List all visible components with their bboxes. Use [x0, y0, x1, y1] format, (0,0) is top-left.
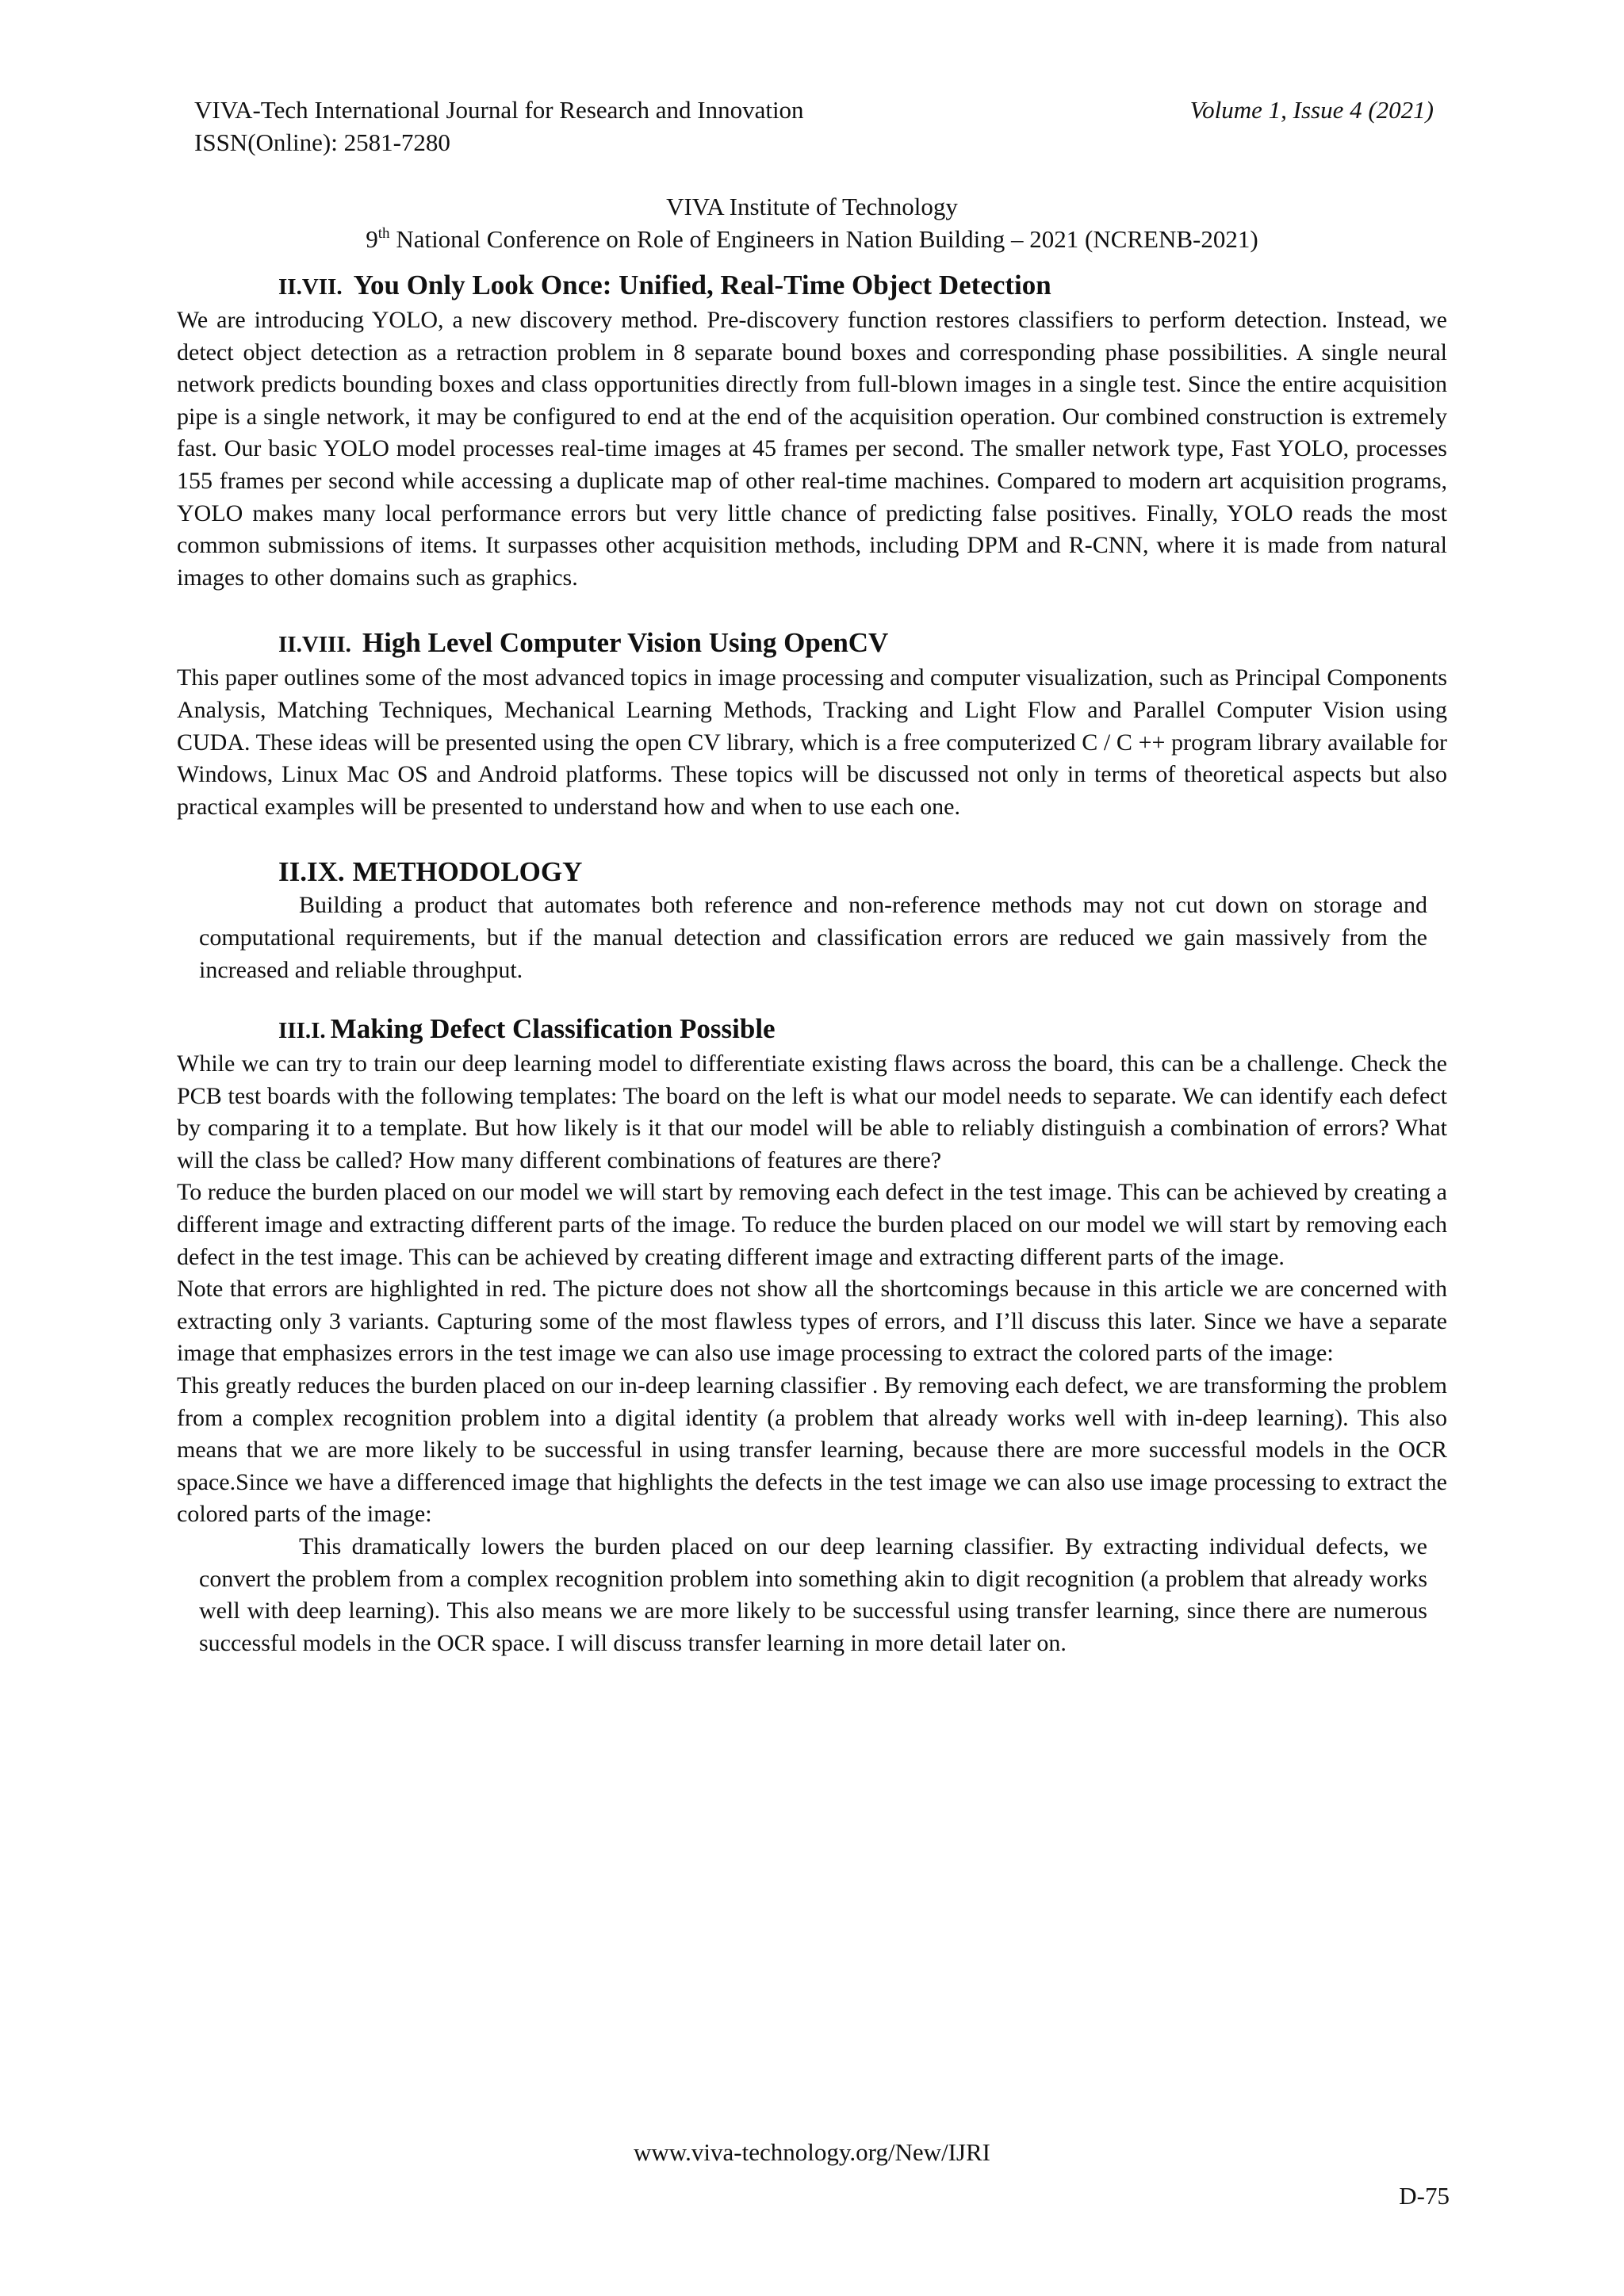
- section-title: High Level Computer Vision Using OpenCV: [362, 627, 889, 659]
- paragraph: While we can try to train our deep learning model to differentiate existing flaws across the board, this can be a challenge. Check the PCB test boards with the following templates: The board on the left is what our model needs to separate. We can identify each defect by comparing it to a template. But how likely is it that our model will be able to reliably distinguish a combination of errors? What will the class be called? How many different combinations of features are there?: [177, 1050, 1447, 1173]
- section-title: You Only Look Once: Unified, Real-Time Object Detection: [353, 270, 1051, 300]
- section-title: METHODOLOGY: [352, 856, 583, 888]
- section-title: Making Defect Classification Possible: [330, 1013, 776, 1045]
- paragraph: Note that errors are highlighted in red. The picture does not show all the shortcomings because in this article we are concerned with extracting only 3 variants. Capturing some of the most flawless types of errors, and I’ll discuss this later. Since we have a separate image that emphasizes errors in the test image we can also use image processing to extract the colored parts of the image:: [177, 1276, 1447, 1367]
- section-yolo: [177, 268, 1447, 594]
- paragraph: This greatly reduces the burden placed on our in-deep learning classifier . By removing each defect, we are transforming the problem from a complex recognition problem into a digital identity (a problem that already works well with in-deep learning). This also means that we are more likely to be successful in using transfer learning, because there are more successful models in the OCR space.Since we have a differenced image that highlights the defects in the test image we can also use image processing to extract the colored parts of the image:: [177, 1372, 1447, 1528]
- volume-issue: Volume 1, Issue 4 (2021): [1189, 96, 1434, 124]
- section-opencv: [177, 626, 1447, 823]
- section-number: II.IX.: [278, 856, 345, 888]
- footer-url: www.viva-technology.org/New/IJRI: [634, 2138, 990, 2166]
- body-content: [177, 268, 1447, 1659]
- conference-ordinal: 9: [366, 225, 378, 253]
- section-heading: [177, 268, 1447, 304]
- section-number: III.I.: [278, 1018, 326, 1044]
- section-heading: [177, 1012, 1447, 1048]
- page-number: D-75: [1399, 2182, 1450, 2210]
- paragraph: Building a product that automates both reference and non-reference methods may not cut down on storage and computational requirements, but if the manual detection and classification errors are reduced we gain massively from the increased and reliable throughput.: [199, 892, 1427, 983]
- section-number: II.VII.: [278, 274, 343, 300]
- paragraph: To reduce the burden placed on our model we will start by removing each defect in the test image. This can be achieved by creating a different image and extracting different parts of the image. To reduce the burden placed on our model we will start by removing each defect in the test image. This can be achieved by creating different image and extracting different parts of the image.: [177, 1179, 1447, 1270]
- journal-title: VIVA-Tech International Journal for Research and Innovation: [194, 96, 804, 124]
- section-heading: [177, 855, 1447, 890]
- paragraph: This paper outlines some of the most advanced topics in image processing and computer visualization, such as Principal Components Analysis, Matching Techniques, Mechanical Learning Methods, Tracking and Light Flow and Parallel Computer Vision using CUDA. These ideas will be presented using the open CV library, which is a free computerized C / C ++ program library available for Windows, Linux Mac OS and Android platforms. These topics will be discussed not only in terms of theoretical aspects but also practical examples will be presented to understand how and when to use each one.: [177, 664, 1447, 820]
- paragraph: This dramatically lowers the burden placed on our deep learning classifier. By extracting individual defects, we convert the problem from a complex recognition problem into something akin to digit recognition (a problem that already works well with deep learning). This also means we are more likely to be successful using transfer learning, since there are numerous successful models in the OCR space. I will discuss transfer learning in more detail later on.: [199, 1533, 1427, 1656]
- institute-name: VIVA Institute of Technology: [666, 193, 958, 220]
- section-number: II.VIII.: [278, 632, 351, 658]
- conference-ordinal-suffix: th: [377, 225, 390, 242]
- conference-header: [0, 190, 1624, 255]
- section-defect-classification: [177, 1012, 1447, 1659]
- paragraph: We are introducing YOLO, a new discovery method. Pre-discovery function restores classifiers to perform detection. Instead, we detect object detection as a retraction problem in 8 separate bound boxes and corresponding phase possibilities. A single neural network predicts bounding boxes and class opportunities directly from full-blown images in a single test. Since the entire acquisition pipe is a single network, it may be configured to end at the end of the acquisition operation. Our combined construction is extremely fast. Our basic YOLO model processes real-time images at 45 frames per second. The smaller network type, Fast YOLO, processes 155 frames per second while accessing a duplicate map of other real-time machines. Compared to modern art acquisition programs, YOLO makes many local performance errors but very little chance of predicting false positives. Finally, YOLO reads the most common submissions of items. It surpasses other acquisition methods, including DPM and R-CNN, where it is made from natural images to other domains such as graphics.: [177, 307, 1447, 591]
- conference-name: [0, 223, 1624, 255]
- journal-header: [194, 94, 804, 159]
- conference-title: National Conference on Role of Engineers in Nation Building – 2021 (NCRENB-2021): [389, 225, 1258, 253]
- section-heading: [177, 626, 1447, 662]
- section-methodology: [177, 855, 1447, 986]
- journal-issn: ISSN(Online): 2581-7280: [194, 128, 450, 156]
